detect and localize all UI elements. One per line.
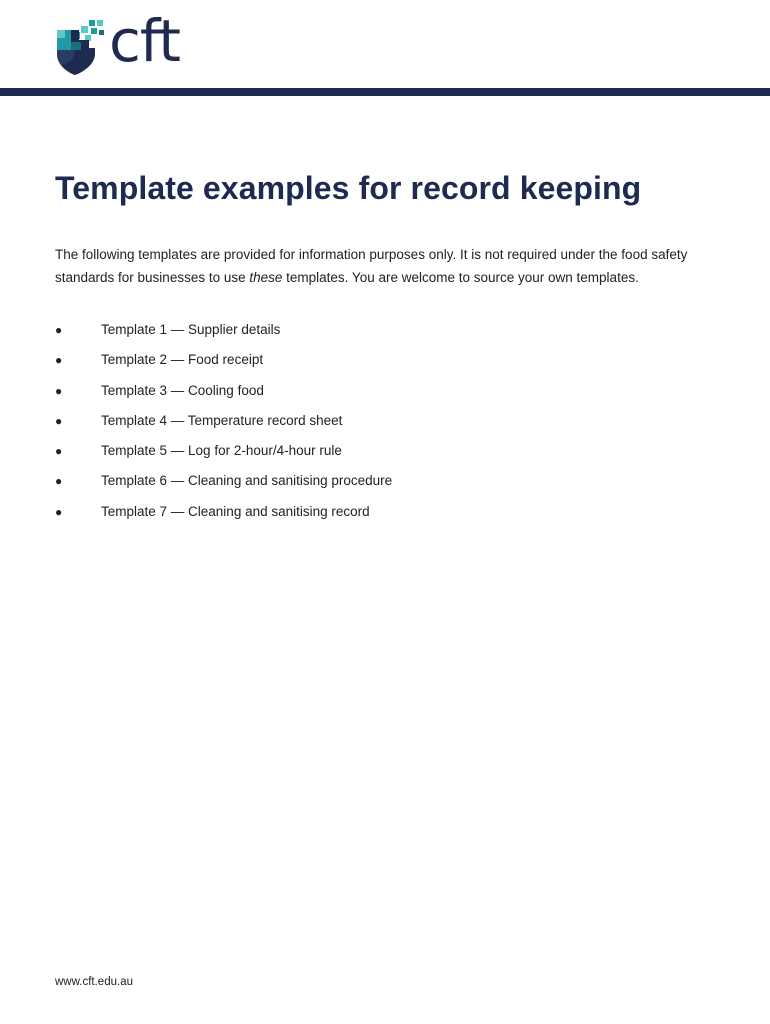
logo-wordmark: cft <box>109 7 181 75</box>
intro-paragraph <box>55 244 715 289</box>
list-item-label: Template 1 — Supplier details <box>101 322 281 337</box>
intro-text-2: templates. You are welcome to source your own templates. <box>282 269 639 285</box>
intro-emphasis: these <box>249 269 283 285</box>
bullet-icon: ● <box>55 353 63 368</box>
list-item-label: Template 2 — Food receipt <box>101 352 264 368</box>
cft-logo <box>55 7 195 80</box>
bullet-icon: ● <box>55 383 63 398</box>
bullet-icon: ● <box>55 504 63 519</box>
bullet-icon: ● <box>55 444 63 459</box>
page-header <box>0 0 770 98</box>
list-item-label: Template 7 — Cleaning and sanitising record <box>101 503 370 519</box>
page-title: Template examples for record keeping <box>55 170 642 206</box>
bullet-icon: ● <box>55 474 63 489</box>
list-item-label: Template 3 — Cooling food <box>101 382 264 398</box>
list-item-label: Template 5 — Log for 2-hour/4-hour rule <box>101 443 342 459</box>
list-item-label: Template 4 — Temperature record sheet <box>101 412 343 428</box>
list-item-label: Template 6 — Cleaning and sanitising procedure <box>101 473 393 489</box>
shield-logo-icon <box>55 18 107 76</box>
header-rule <box>0 88 770 96</box>
bullet-icon: ● <box>55 323 63 337</box>
intro-text-1: The following templates are provided for information purposes only. It is not required under the food safety standards for businesses to use <box>55 247 688 285</box>
footer-url-link[interactable]: www.cft.edu.au <box>55 976 133 988</box>
bullet-icon: ● <box>55 413 63 428</box>
